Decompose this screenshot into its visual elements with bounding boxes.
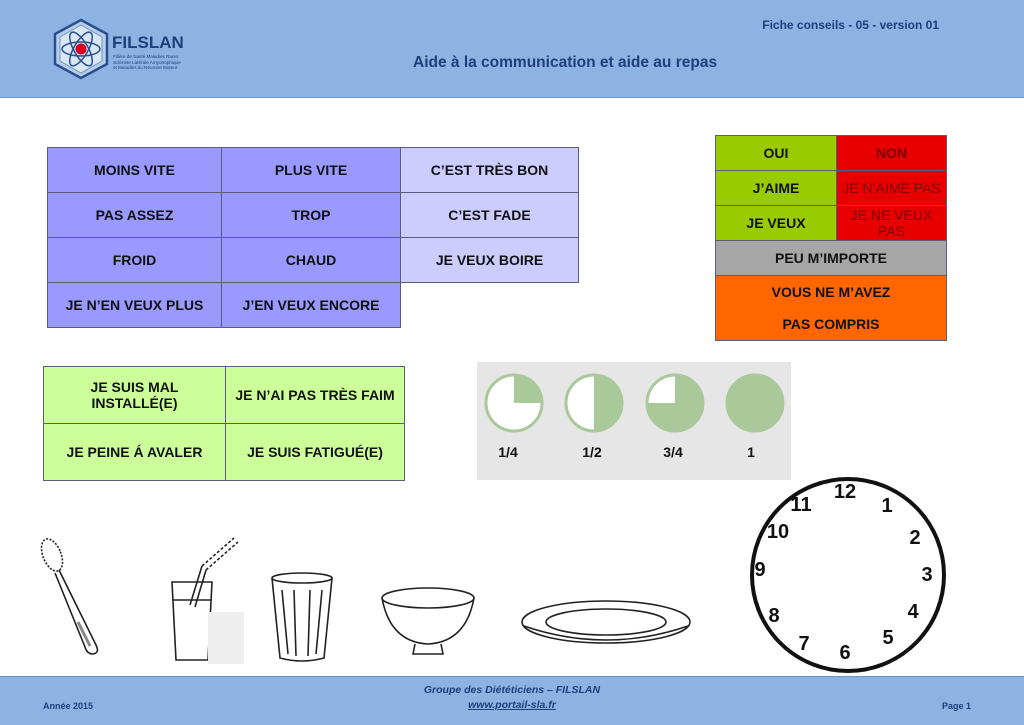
- table-row: [44, 424, 405, 481]
- footer-website-link[interactable]: www.portail-sla.fr: [468, 699, 556, 711]
- table-row: [48, 238, 579, 283]
- footer-year: Année 2015: [43, 701, 94, 711]
- like-cell[interactable]: J’AIME: [716, 171, 837, 206]
- portion-label: 1/2: [582, 444, 602, 460]
- phrase-cell[interactable]: TROP: [222, 193, 401, 238]
- portion-half[interactable]: [563, 372, 625, 434]
- clock-number-5: 5: [882, 627, 894, 649]
- page-footer: [0, 676, 1024, 725]
- phrase-cell[interactable]: JE VEUX BOIRE: [401, 238, 579, 283]
- phrase-cell[interactable]: MOINS VITE: [48, 148, 222, 193]
- dont-care-cell[interactable]: PEU M’IMPORTE: [716, 241, 947, 276]
- table-row: [716, 206, 947, 241]
- table-row: [716, 136, 947, 171]
- answers-table: [715, 135, 947, 341]
- spoon-icon[interactable]: [37, 536, 97, 654]
- comfort-table: [43, 366, 405, 481]
- table-row: [716, 171, 947, 206]
- portion-label: 3/4: [663, 444, 683, 460]
- clock-number-9: 9: [754, 559, 766, 581]
- table-row: [716, 241, 947, 276]
- page-title: Aide à la communication et aide au repas: [413, 54, 718, 71]
- not-understood-cell[interactable]: [716, 276, 947, 341]
- portion-whole[interactable]: [724, 372, 786, 434]
- clock-number-7: 7: [798, 633, 810, 655]
- table-row: [48, 193, 579, 238]
- clock-number-2: 2: [909, 527, 921, 549]
- phrase-cell[interactable]: C’EST FADE: [401, 193, 579, 238]
- portion-quarter[interactable]: [483, 372, 545, 434]
- glass-with-straw-icon[interactable]: [172, 538, 244, 664]
- utensils-illustration: [30, 530, 700, 670]
- tumbler-icon[interactable]: [272, 573, 332, 661]
- clock-face[interactable]: [747, 474, 949, 676]
- yes-cell[interactable]: OUI: [716, 136, 837, 171]
- empty-cell: [401, 283, 579, 328]
- logo-atom-icon: [50, 18, 112, 80]
- plate-icon[interactable]: [522, 601, 690, 643]
- not-understood-line-1: VOUS NE M’AVEZ: [771, 284, 891, 300]
- logo-subtitle: Filière de Santé Maladies Rares Sclérose Latérale Amyotrophique et Maladies du Neurone Moteur: [113, 54, 181, 70]
- portion-label: 1/4: [498, 444, 518, 460]
- phrases-table: [47, 147, 579, 328]
- comfort-cell[interactable]: JE N’AI PAS TRÈS FAIM: [226, 367, 405, 424]
- not-understood-line-2: PAS COMPRIS: [782, 316, 880, 332]
- table-row: [716, 276, 947, 341]
- dislike-cell[interactable]: JE N’AIME PAS: [837, 171, 947, 206]
- phrase-cell[interactable]: PAS ASSEZ: [48, 193, 222, 238]
- comfort-cell[interactable]: JE SUIS MAL INSTALLÉ(E): [44, 367, 226, 424]
- comfort-cell[interactable]: JE SUIS FATIGUÉ(E): [226, 424, 405, 481]
- portion-quarter-icon: [483, 372, 545, 434]
- table-row: [44, 367, 405, 424]
- document-reference: Fiche conseils - 05 - version 01: [762, 18, 939, 32]
- comfort-cell[interactable]: JE PEINE Á AVALER: [44, 424, 226, 481]
- footer-group: Groupe des Diététiciens – FILSLAN: [423, 684, 601, 696]
- want-cell[interactable]: JE VEUX: [716, 206, 837, 241]
- phrase-cell[interactable]: JE N’EN VEUX PLUS: [48, 283, 222, 328]
- clock-number-12: 12: [833, 481, 857, 503]
- phrase-cell[interactable]: FROID: [48, 238, 222, 283]
- portion-label: 1: [747, 444, 755, 460]
- phrase-cell[interactable]: C’EST TRÈS BON: [401, 148, 579, 193]
- clock-number-1: 1: [881, 495, 893, 517]
- clock-number-8: 8: [768, 605, 780, 627]
- phrase-cell[interactable]: J’EN VEUX ENCORE: [222, 283, 401, 328]
- no-cell[interactable]: NON: [837, 136, 947, 171]
- phrase-cell[interactable]: CHAUD: [222, 238, 401, 283]
- phrase-cell[interactable]: PLUS VITE: [222, 148, 401, 193]
- filslan-logo: [50, 18, 220, 82]
- clock-number-11: 11: [790, 494, 812, 516]
- logo-name: FILSLAN: [112, 33, 184, 52]
- clock-number-10: 10: [766, 521, 790, 543]
- clock-number-6: 6: [839, 642, 851, 664]
- bowl-icon[interactable]: [382, 588, 474, 654]
- portion-whole-icon: [724, 372, 786, 434]
- dont-want-cell[interactable]: JE NE VEUX PAS: [837, 206, 947, 241]
- clock-number-4: 4: [907, 601, 919, 623]
- table-row: [48, 283, 579, 328]
- footer-page-number: Page 1: [941, 701, 971, 711]
- portion-half-icon: [563, 372, 625, 434]
- clock-number-3: 3: [921, 564, 933, 586]
- table-row: [48, 148, 579, 193]
- portion-chart: [477, 362, 791, 480]
- portion-three-quarters[interactable]: [644, 372, 706, 434]
- page-header: [0, 0, 1024, 98]
- portion-three-quarters-icon: [644, 372, 706, 434]
